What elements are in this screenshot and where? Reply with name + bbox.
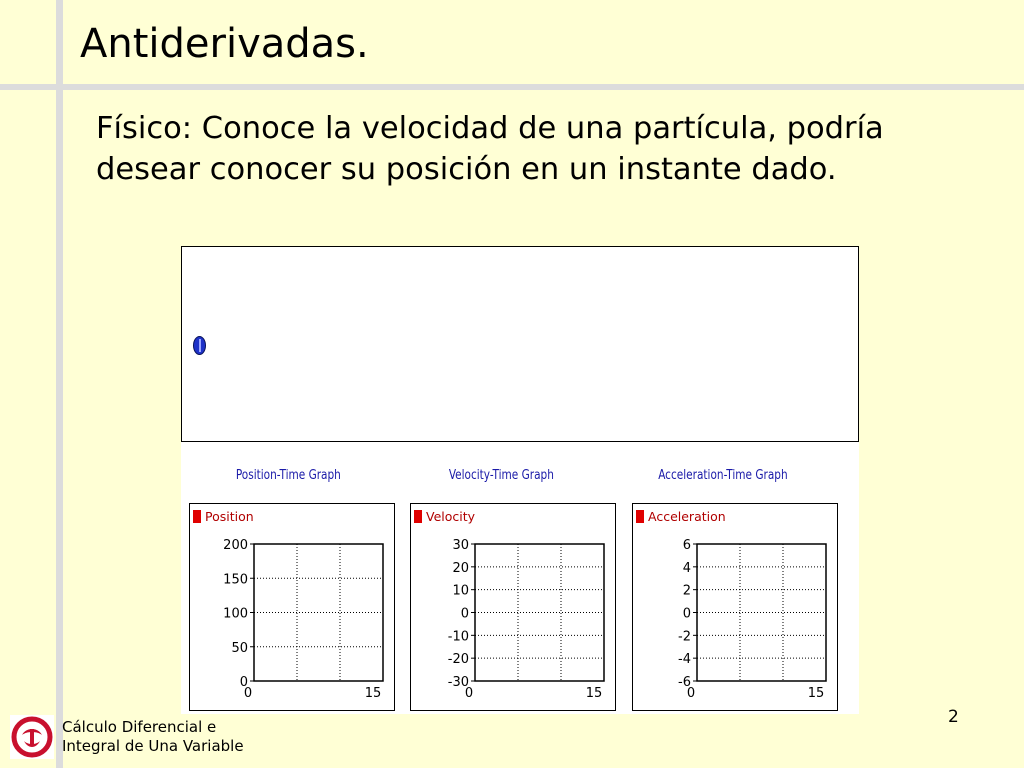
course-name-line2: Integral de Una Variable	[62, 737, 244, 755]
acceleration-graph	[632, 503, 838, 711]
plot-frame	[475, 544, 604, 681]
course-name-line1: Cálculo Diferencial e	[62, 718, 217, 736]
x-tick-label: 15	[807, 686, 825, 701]
acceleration-plot	[633, 504, 839, 712]
velocity-graph-title: Velocity-Time Graph	[448, 468, 554, 483]
y-tick-label: 6	[682, 538, 691, 553]
position-graph-title: Position-Time Graph	[235, 468, 341, 483]
y-tick-label: -2	[678, 629, 691, 645]
position-graph	[189, 503, 395, 711]
y-tick-label: -10	[447, 629, 469, 645]
velocity-plot	[411, 504, 617, 712]
slide-title: Antiderivadas.	[80, 21, 369, 67]
course-name	[62, 718, 244, 756]
slide-body-text: Físico: Conoce la velocidad de una partícula, podría desear conocer su posición en un instante dado.	[96, 111, 884, 187]
y-tick-label: 30	[452, 538, 469, 553]
y-tick-label: -30	[447, 675, 469, 690]
acceleration-legend-label: Acceleration	[648, 508, 726, 524]
x-tick-label: 15	[585, 686, 603, 701]
y-tick-label: -6	[678, 675, 691, 690]
x-tick-label: 0	[464, 686, 474, 701]
x-tick-label: 15	[364, 686, 382, 701]
y-tick-label: 10	[452, 583, 469, 599]
plot-frame	[697, 544, 826, 681]
university-logo-icon	[10, 715, 54, 759]
position-legend-label: Position	[205, 508, 254, 524]
vertical-accent-bar	[56, 0, 63, 768]
y-tick-label: 0	[460, 606, 469, 622]
velocity-legend-label: Velocity	[426, 508, 476, 524]
velocity-graph	[410, 503, 616, 711]
y-tick-label: 0	[239, 675, 248, 690]
y-tick-label: 100	[223, 606, 248, 622]
x-tick-label: 0	[686, 686, 696, 701]
y-tick-label: 0	[682, 606, 691, 622]
particle-dot-icon	[193, 336, 206, 355]
y-tick-label: 20	[452, 560, 469, 576]
position-plot	[190, 504, 396, 712]
page-number: 2	[948, 707, 959, 727]
y-tick-label: 50	[231, 640, 248, 656]
y-tick-label: 200	[223, 538, 248, 553]
horizontal-accent-bar	[0, 84, 1024, 90]
x-tick-label: 0	[243, 686, 253, 701]
y-tick-label: -4	[678, 652, 691, 668]
y-tick-label: 4	[682, 560, 691, 576]
particle-track	[181, 246, 859, 442]
motion-simulation	[181, 246, 859, 714]
y-tick-label: 150	[223, 572, 248, 588]
acceleration-graph-title: Acceleration-Time Graph	[658, 468, 788, 483]
plot-frame	[254, 544, 383, 681]
y-tick-label: 2	[682, 583, 691, 599]
y-tick-label: -20	[447, 652, 469, 668]
